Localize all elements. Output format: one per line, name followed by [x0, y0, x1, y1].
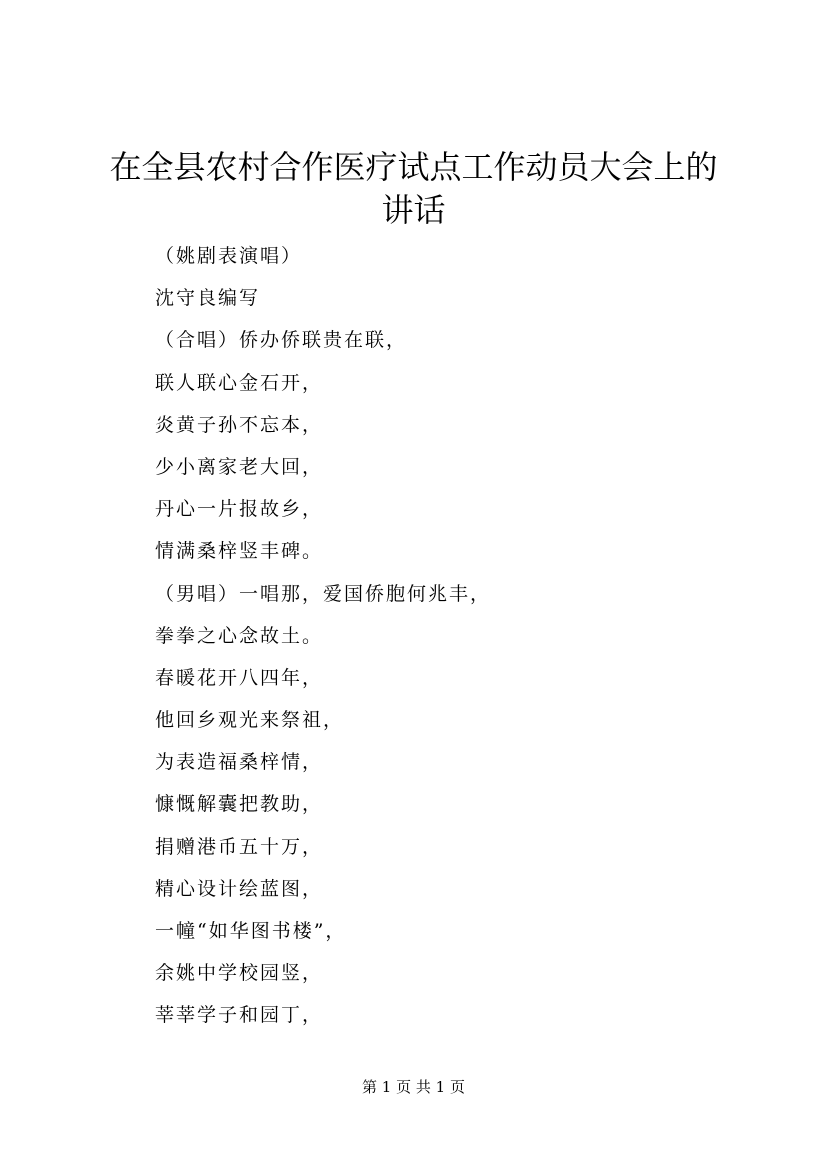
text-line: （男唱）一唱那，爱国侨胞何兆丰，	[155, 582, 492, 605]
text-line: 沈守良编写	[155, 287, 261, 310]
document-body	[155, 235, 755, 1037]
text-line: （合唱）侨办侨联贵在联，	[155, 329, 408, 352]
text-line: 捐赠港币五十万，	[155, 835, 324, 858]
text-line: 炎黄子孙不忘本，	[155, 413, 324, 436]
text-line: 丹心一片报故乡，	[155, 498, 324, 521]
text-line: 他回乡观光来祭祖，	[155, 709, 345, 732]
text-line: 为表造福桑梓情，	[155, 751, 324, 774]
text-line: 春暖花开八四年，	[155, 666, 324, 689]
text-line: 莘莘学子和园丁，	[155, 1004, 324, 1027]
text-line: 情满桑梓竖丰碑。	[155, 540, 324, 563]
text-line: 慷慨解囊把教助，	[155, 793, 324, 816]
text-line: 拳拳之心念故土。	[155, 624, 324, 647]
text-line: 精心设计绘蓝图，	[155, 877, 324, 900]
document-title: 在全县农村合作医疗试点工作动员大会上的讲话	[109, 148, 718, 229]
text-line: 少小离家老大回，	[155, 455, 324, 478]
text-line: 余姚中学校园竖，	[155, 962, 324, 985]
text-line: 一幢“如华图书楼”，	[155, 920, 347, 942]
page-number-footer: 第 1 页 共 1 页	[362, 1078, 465, 1096]
text-line: 联人联心金石开，	[155, 371, 324, 394]
text-line: （姚剧表演唱）	[155, 245, 303, 267]
